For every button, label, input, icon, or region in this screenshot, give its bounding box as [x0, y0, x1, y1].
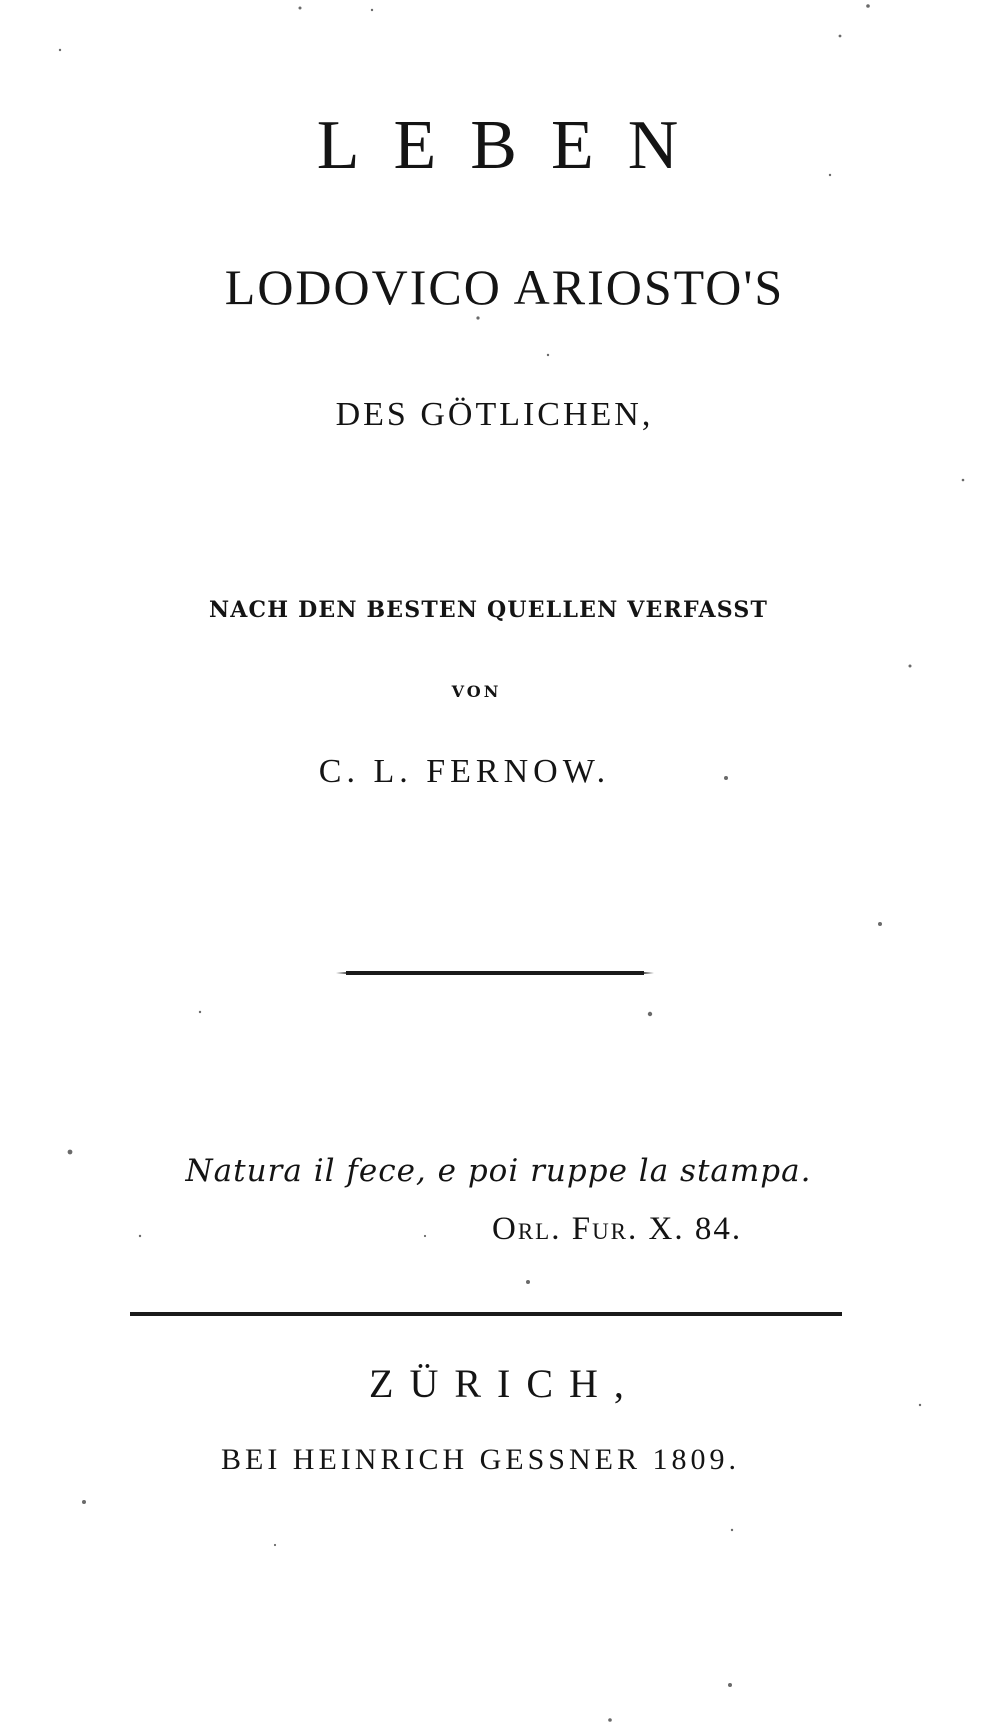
motto-citation: Orl. Fur. X. 84. — [492, 1211, 743, 1247]
imprint-publisher: BEI HEINRICH GESSNER 1809. — [220, 1443, 740, 1476]
by-word: VON — [451, 682, 502, 701]
imprint-place: ZÜRICH, — [369, 1361, 640, 1406]
main-title: LEBEN — [316, 107, 713, 184]
sources-statement: NACH DEN BESTEN QUELLEN VERFASST — [208, 597, 769, 623]
author-name: C. L. FERNOW. — [318, 753, 611, 790]
divider-rule — [130, 1312, 842, 1316]
subject-name: LODOVICO ARIOSTO'S — [224, 259, 785, 315]
subject-epithet: DES GÖTLICHEN, — [335, 396, 654, 433]
ornamental-rule — [336, 970, 654, 976]
motto-quote: Natura il fece, e poi ruppe la stampa. — [185, 1153, 812, 1189]
